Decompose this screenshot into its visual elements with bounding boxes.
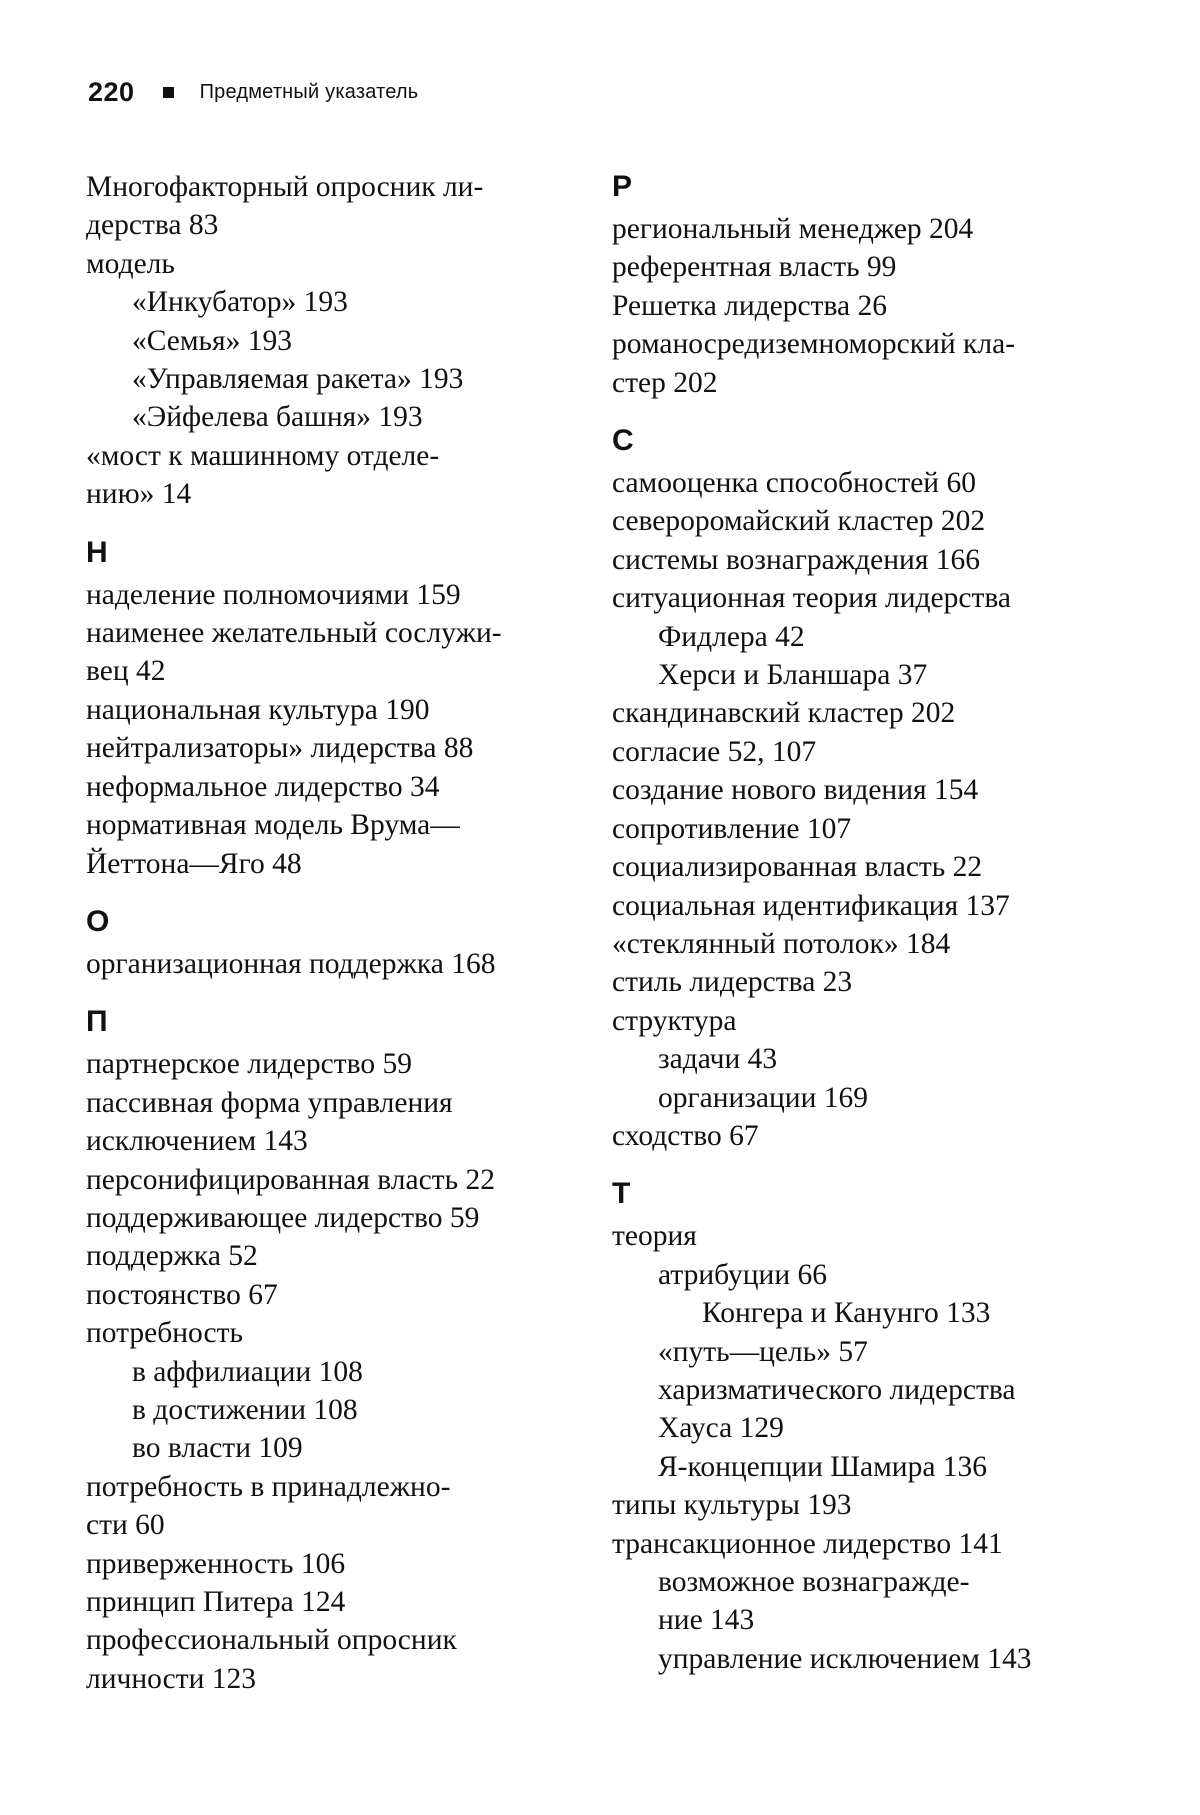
index-section — [612, 1175, 1132, 1678]
index-entry-text: сопротивление 107 — [612, 812, 852, 845]
index-entry — [86, 1621, 606, 1698]
index-subentry — [86, 1391, 606, 1429]
index-entry — [612, 1525, 1132, 1563]
index-subentry — [612, 618, 1132, 656]
index-entry-text: скандинавский кластер 202 — [612, 697, 956, 730]
index-entry — [86, 1276, 606, 1314]
index-section — [86, 1003, 606, 1698]
index-entry-text: поддержка 52 — [86, 1240, 258, 1273]
index-entry — [612, 464, 1132, 502]
index-entry-text: персонифицированная власть 22 — [86, 1163, 495, 1196]
index-entry-text: возможное вознагражде- — [658, 1566, 970, 1598]
index-entry-text: партнерское лидерство 59 — [86, 1048, 412, 1081]
index-entry — [612, 694, 1132, 732]
index-entry — [612, 848, 1132, 886]
index-subentry — [612, 1371, 1132, 1448]
index-subentry — [86, 322, 606, 360]
index-entry — [86, 1199, 606, 1237]
page-number: 220 — [88, 76, 135, 107]
index-section-letter: Т — [612, 1177, 631, 1211]
index-section-letter: О — [86, 904, 110, 938]
header-square-bullet-icon — [163, 87, 174, 98]
index-entry — [86, 1045, 606, 1083]
index-entry-text: наименее желательный сослужи- — [86, 617, 502, 650]
index-column-left — [86, 168, 606, 1698]
index-entry-text: Херси и Бланшара 37 — [658, 659, 928, 692]
index-entry — [612, 541, 1132, 579]
index-entry-text: потребность в принадлежно- — [86, 1470, 451, 1503]
index-entry-text: организационная поддержка 168 — [86, 947, 496, 980]
index-entry — [86, 1583, 606, 1621]
index-entry-text: типы культуры 193 — [612, 1489, 852, 1522]
index-entry-text: референтная власть 99 — [612, 251, 897, 284]
index-entry — [86, 1468, 606, 1545]
index-entry-text: приверженность 106 — [86, 1547, 346, 1580]
index-entry — [86, 1545, 606, 1583]
index-entry-text: «Инкубатор» 193 — [132, 286, 348, 319]
index-entry-continuation: ние 143 — [658, 1604, 755, 1637]
index-entry-text: Многофакторный опросник ли- — [86, 171, 484, 203]
index-entry-text: во власти 109 — [132, 1432, 303, 1465]
index-subentry — [612, 1079, 1132, 1117]
index-entry-continuation: Йеттона—Яго 48 — [86, 847, 302, 880]
index-subentry — [86, 283, 606, 321]
index-entry — [86, 1161, 606, 1199]
index-entry — [612, 579, 1132, 617]
index-entry-continuation: исключением 143 — [86, 1125, 308, 1158]
index-entry-text: пассивная форма управления — [86, 1086, 453, 1119]
index-section — [612, 422, 1132, 1155]
index-entry-text: принцип Питера 124 — [86, 1586, 346, 1618]
index-entry — [86, 168, 606, 245]
index-entry-text: Фидлера 42 — [658, 620, 805, 653]
index-entry-text: романосредиземноморский кла- — [612, 328, 1016, 361]
index-subentry — [612, 1640, 1132, 1678]
index-entry-text: «Эйфелева башня» 193 — [132, 401, 423, 434]
index-entry — [612, 963, 1132, 1001]
index-entry-text: атрибуции 66 — [658, 1258, 827, 1291]
index-entry — [612, 771, 1132, 809]
index-entry-text: североромайский кластер 202 — [612, 505, 986, 538]
index-entry-text: «путь—цель» 57 — [658, 1335, 868, 1368]
index-entry-continuation: стер 202 — [612, 366, 718, 399]
index-entry-text: «Управляемая ракета» 193 — [132, 363, 464, 396]
index-entry — [86, 729, 606, 767]
index-entry-text: согласие 52, 107 — [612, 735, 817, 768]
index-entry-text: в достижении 108 — [132, 1393, 358, 1426]
index-entry — [612, 248, 1132, 286]
running-header — [88, 72, 418, 112]
index-section-letter: П — [86, 1005, 108, 1039]
index-entry — [612, 287, 1132, 325]
index-entry-text: социализированная власть 22 — [612, 851, 983, 884]
index-subentry — [612, 1294, 1132, 1332]
index-entry — [86, 806, 606, 883]
index-entry-text: структура — [612, 1004, 737, 1037]
index-entry — [86, 691, 606, 729]
index-section — [86, 534, 606, 883]
index-subentry — [86, 1353, 606, 1391]
index-entry-text: задачи 43 — [658, 1043, 778, 1076]
index-subentry — [86, 360, 606, 398]
index-entry-continuation: Хауса 129 — [658, 1412, 784, 1445]
index-entry-text: профессиональный опросник — [86, 1624, 457, 1657]
index-entry — [86, 768, 606, 806]
index-entry — [612, 502, 1132, 540]
index-column-right — [612, 168, 1132, 1678]
index-entry-text: региональный менеджер 204 — [612, 213, 974, 245]
index-subentry — [612, 1448, 1132, 1486]
running-header-title: Предметный указатель — [199, 80, 419, 103]
index-entry-text: поддерживающее лидерство 59 — [86, 1201, 480, 1234]
index-entry — [612, 925, 1132, 963]
index-section — [612, 168, 1132, 402]
index-entry-text: Я-концепции Шамира 136 — [658, 1450, 988, 1483]
index-entry-text: трансакционное лидерство 141 — [612, 1527, 1003, 1560]
index-entry — [612, 1117, 1132, 1155]
index-entry — [86, 1237, 606, 1275]
index-subentry — [612, 1040, 1132, 1078]
index-entry — [86, 576, 606, 614]
index-subentry — [612, 1563, 1132, 1640]
index-entry-text: нормативная модель Врума— — [86, 809, 460, 842]
index-entry-continuation: сти 60 — [86, 1509, 165, 1542]
index-entry — [86, 1314, 606, 1352]
index-entry — [612, 1486, 1132, 1524]
index-entry-continuation: нию» 14 — [86, 478, 192, 511]
index-subentry — [86, 1429, 606, 1467]
index-continued-entries — [86, 168, 606, 514]
index-entry-text: социальная идентификация 137 — [612, 889, 1010, 922]
index-entry-text: управление исключением 143 — [658, 1642, 1032, 1675]
index-entry-text: системы вознаграждения 166 — [612, 543, 981, 576]
index-entry-text: Решетка лидерства 26 — [612, 289, 888, 322]
index-entry — [612, 210, 1132, 248]
index-section — [86, 903, 606, 983]
index-entry — [612, 887, 1132, 925]
index-entry-continuation: личности 123 — [86, 1662, 257, 1695]
index-entry-text: сходство 67 — [612, 1119, 759, 1152]
index-entry-text: организации 169 — [658, 1081, 869, 1114]
index-entry — [86, 614, 606, 691]
index-entry-text: национальная культура 190 — [86, 693, 430, 726]
index-entry-text: «стеклянный потолок» 184 — [612, 927, 951, 960]
index-section-letter: Р — [612, 170, 633, 203]
index-subentry — [612, 1333, 1132, 1371]
index-entry-text: Конгера и Канунго 133 — [702, 1297, 991, 1330]
index-entry-text: постоянство 67 — [86, 1278, 278, 1311]
index-entry — [612, 810, 1132, 848]
index-entry-text: самооценка способностей 60 — [612, 467, 976, 500]
index-entry-text: потребность — [86, 1317, 243, 1350]
index-entry-text: харизматического лидерства — [658, 1373, 1016, 1406]
index-entry — [86, 945, 606, 983]
index-entry — [612, 325, 1132, 402]
index-entry-text: стиль лидерства 23 — [612, 966, 853, 999]
index-entry — [86, 1084, 606, 1161]
index-entry-continuation: дерства 83 — [86, 209, 219, 242]
index-entry — [612, 733, 1132, 771]
index-entry-text: создание нового видения 154 — [612, 774, 979, 807]
index-entry-text: неформальное лидерство 34 — [86, 770, 440, 803]
index-entry — [612, 1002, 1132, 1040]
index-section-letter: С — [612, 424, 634, 458]
index-entry-text: «мост к машинному отделе- — [86, 439, 440, 472]
index-entry-text: теория — [612, 1220, 697, 1253]
index-subentry — [86, 398, 606, 436]
index-entry-text: ситуационная теория лидерства — [612, 582, 1011, 615]
index-entry-text: наделение полномочиями 159 — [86, 578, 461, 611]
index-entry — [612, 1217, 1132, 1255]
index-entry-text: в аффилиации 108 — [132, 1355, 363, 1388]
index-subentry — [612, 656, 1132, 694]
index-entry — [86, 245, 606, 283]
index-subentry — [612, 1256, 1132, 1294]
index-entry-text: модель — [86, 247, 175, 280]
index-entry — [86, 437, 606, 514]
index-section-letter: Н — [86, 535, 108, 569]
index-entry-text: нейтрализаторы» лидерства 88 — [86, 732, 474, 765]
index-entry-continuation: вец 42 — [86, 655, 166, 688]
index-entry-text: «Семья» 193 — [132, 324, 292, 357]
